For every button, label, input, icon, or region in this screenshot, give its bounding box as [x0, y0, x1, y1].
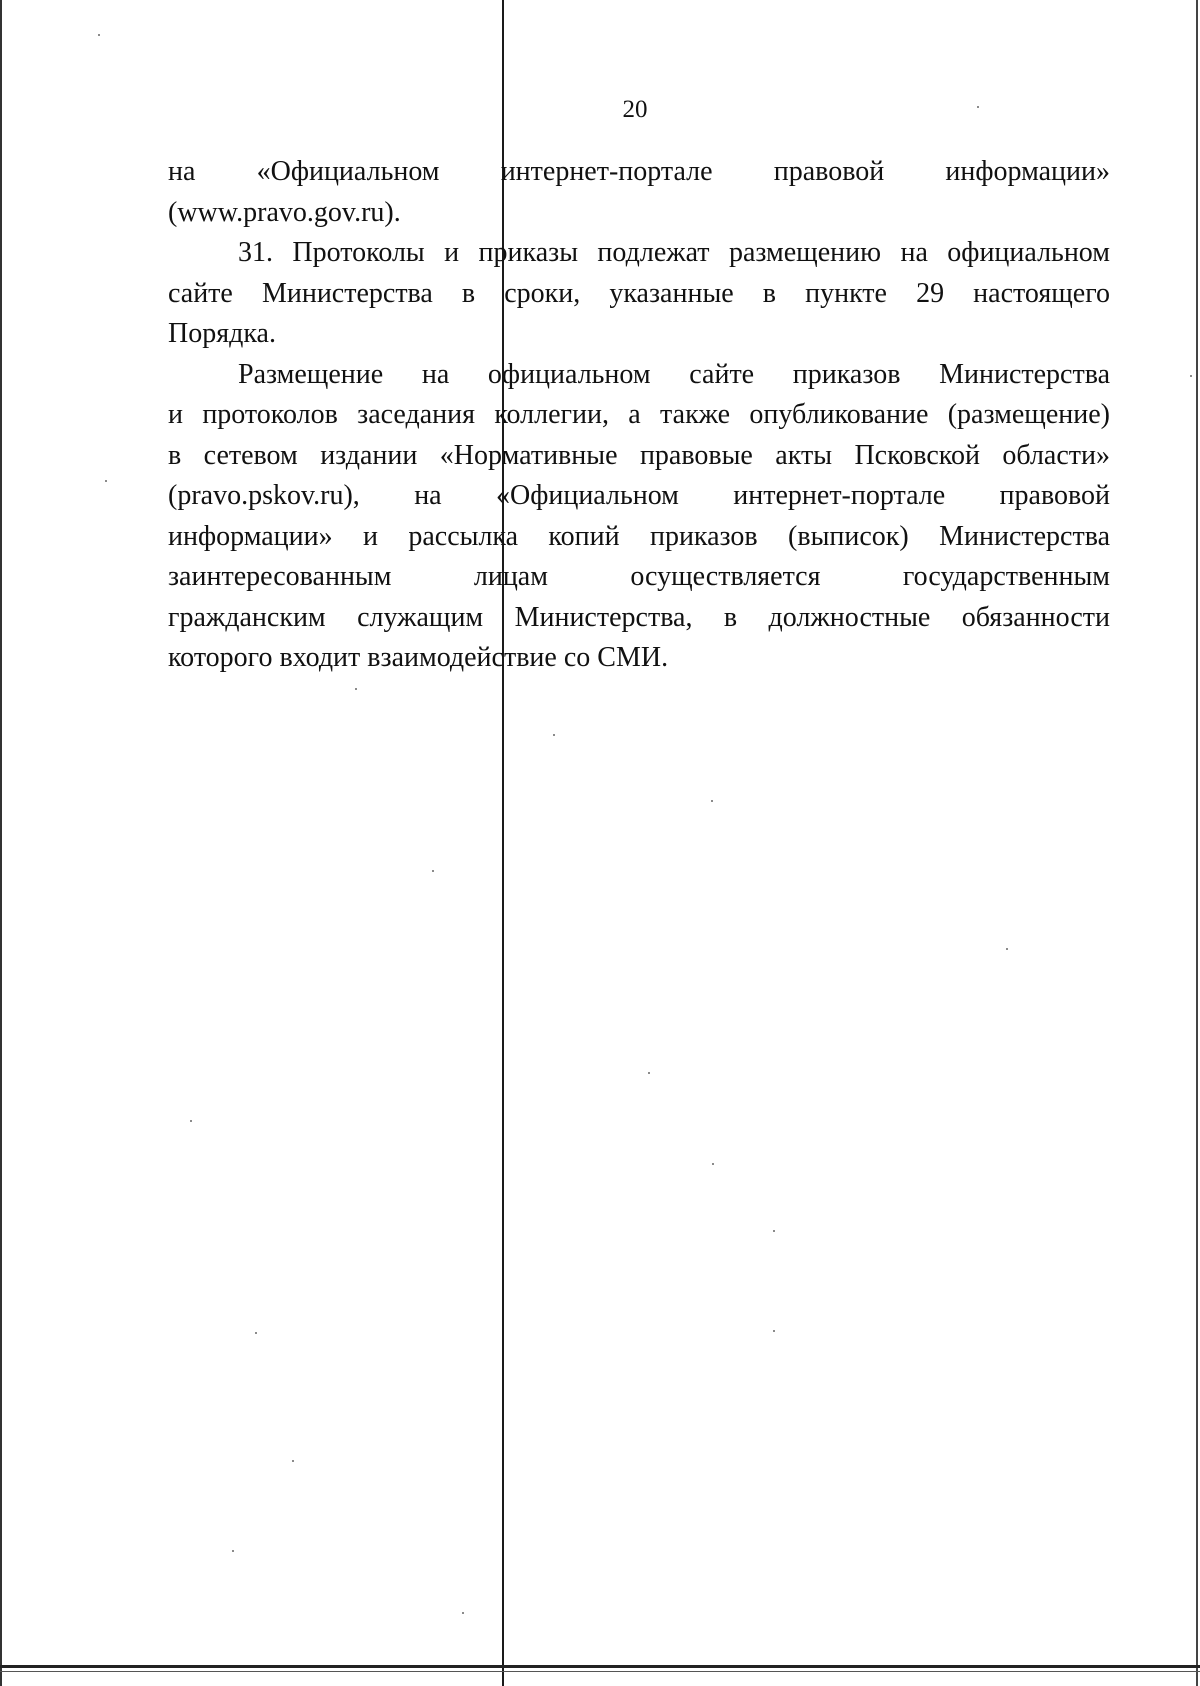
- scan-edge-bottom: [0, 1665, 1200, 1668]
- paragraph-3-line-7: гражданским служащим Министерства, в должностные обязанности: [168, 601, 1110, 633]
- scan-speck: [355, 688, 357, 690]
- paragraph-1-line-1: на «Официальном интернет-портале правовой информации»: [168, 156, 1110, 187]
- scan-speck: [255, 1332, 257, 1334]
- scan-speck: [1006, 948, 1008, 950]
- scan-speck: [648, 1072, 650, 1074]
- scan-edge-bottom-secondary: [0, 1671, 1200, 1672]
- paragraph-3-line-1: Размещение на официальном сайте приказов Министерства: [238, 358, 1110, 390]
- paragraph-3-line-8: которого входит взаимодействие со СМИ.: [168, 642, 669, 673]
- paragraph-2-line-2: сайте Министерства в сроки, указанные в пункте 29 настоящего: [168, 277, 1110, 309]
- scan-speck: [432, 870, 434, 872]
- scan-speck: [105, 480, 107, 482]
- scan-speck: [292, 1460, 294, 1462]
- paragraph-3-line-5: информации» и рассылка копий приказов (выписок) Министерства: [168, 520, 1110, 552]
- page-number: 20: [622, 96, 648, 123]
- scan-edge-left: [0, 0, 2, 1686]
- scan-speck: [712, 1163, 714, 1165]
- paragraph-3-line-2: и протоколов заседания коллегии, а также опубликование (размещение): [168, 399, 1110, 430]
- paragraph-1-line-2: (www.pravo.gov.ru).: [168, 196, 401, 228]
- paragraph-3-line-3: в сетевом издании «Нормативные правовые акты Псковской области»: [168, 439, 1110, 471]
- document-body: [168, 152, 1110, 679]
- scan-speck: [98, 34, 100, 36]
- scan-speck: [977, 106, 979, 108]
- paragraph-2-line-1: 31. Протоколы и приказы подлежат размещению на официальном: [238, 237, 1110, 268]
- scan-speck: [462, 1612, 464, 1614]
- scan-speck: [232, 1550, 234, 1552]
- scan-speck: [773, 1230, 775, 1232]
- scan-edge-right: [1196, 0, 1198, 1686]
- scan-speck: [711, 800, 713, 802]
- paragraph-2-line-3: Порядка.: [168, 318, 276, 349]
- scan-speck: [1190, 375, 1192, 377]
- paragraph-3-line-4: (pravo.pskov.ru), на «Официальном интернет-портале правовой: [168, 480, 1110, 511]
- scan-speck: [553, 734, 555, 736]
- scan-speck: [190, 1120, 192, 1122]
- paragraph-3-line-6: заинтересованным лицам осуществляется государственным: [168, 561, 1110, 592]
- scan-speck: [773, 1330, 775, 1332]
